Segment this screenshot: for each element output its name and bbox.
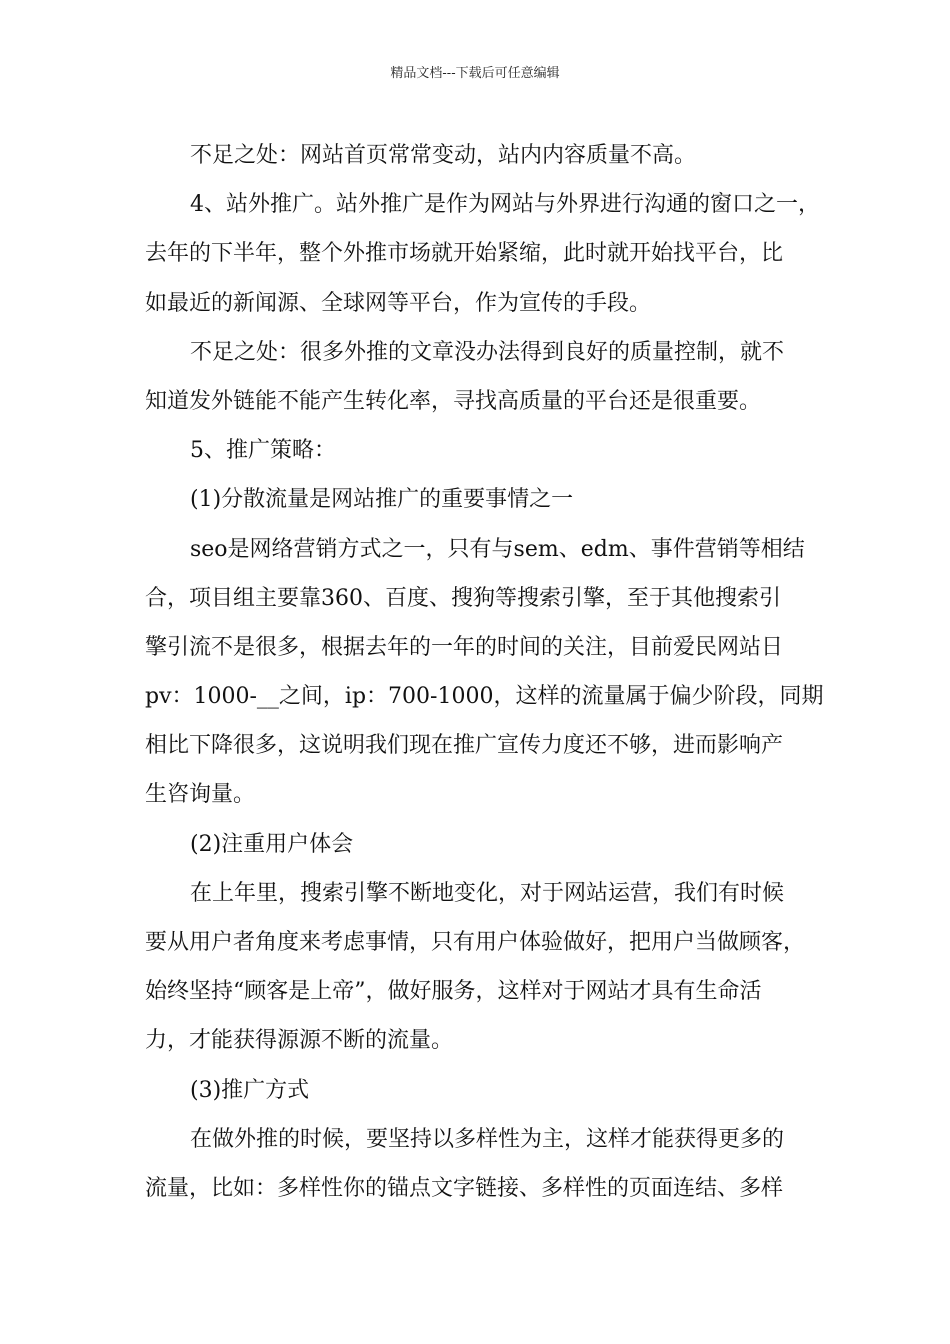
text-line: 如最近的新闻源、全球网等平台，作为宣传的手段。 bbox=[145, 290, 652, 316]
text-line: (1)分散流量是网站推广的重要事情之一 bbox=[190, 487, 574, 513]
text-line: 不足之处：网站首页常常变动，站内内容质量不高。 bbox=[190, 143, 697, 168]
text-line: (2)注重用户体会 bbox=[190, 831, 354, 857]
text-line: 5、推广策略： bbox=[190, 438, 336, 464]
text-line: 知道发外链能不能产生转化率，寻找高质量的平台还是很重要。 bbox=[145, 388, 762, 414]
text-line: pv：1000-__之间，ip：700-1000，这样的流量属于偏少阶段，同期 bbox=[145, 684, 824, 710]
text-line: 在做外推的时候，要坚持以多样性为主，这样才能获得更多的 bbox=[190, 1126, 785, 1152]
text-line: (3)推广方式 bbox=[190, 1077, 310, 1103]
page-header: 精品文档---下载后可任意编辑 bbox=[390, 66, 560, 81]
text-line: 去年的下半年，整个外推市场就开始紧缩，此时就开始找平台，比 bbox=[145, 241, 784, 267]
document-body bbox=[145, 131, 824, 1213]
text-line: 合，项目组主要靠360、百度、搜狗等搜索引擎，至于其他搜索引 bbox=[145, 585, 781, 611]
text-line: 力，才能获得源源不断的流量。 bbox=[145, 1028, 454, 1054]
text-line: 不足之处：很多外推的文章没办法得到良好的质量控制，就不 bbox=[190, 339, 785, 365]
text-line: 4、站外推广。站外推广是作为网站与外界进行沟通的窗口之一， bbox=[190, 192, 820, 218]
text-line: 要从用户者角度来考虑事情，只有用户体验做好，把用户当做顾客， bbox=[145, 930, 806, 955]
text-line: 生咨询量。 bbox=[145, 782, 256, 808]
text-line: 流量，比如：多样性你的锚点文字链接、多样性的页面连结、多样 bbox=[145, 1175, 784, 1201]
text-line: seo是网络营销方式之一，只有与sem、edm、事件营销等相结 bbox=[190, 536, 805, 562]
text-line: 始终坚持“顾客是上帝”，做好服务，这样对于网站才具有生命活 bbox=[145, 979, 762, 1005]
text-line: 擎引流不是很多，根据去年的一年的时间的关注，目前爱民网站日 bbox=[145, 634, 784, 660]
text-line: 相比下降很多，这说明我们现在推广宣传力度还不够，进而影响产 bbox=[145, 733, 784, 759]
text-line: 在上年里，搜索引擎不断地变化，对于网站运营，我们有时候 bbox=[190, 880, 785, 906]
